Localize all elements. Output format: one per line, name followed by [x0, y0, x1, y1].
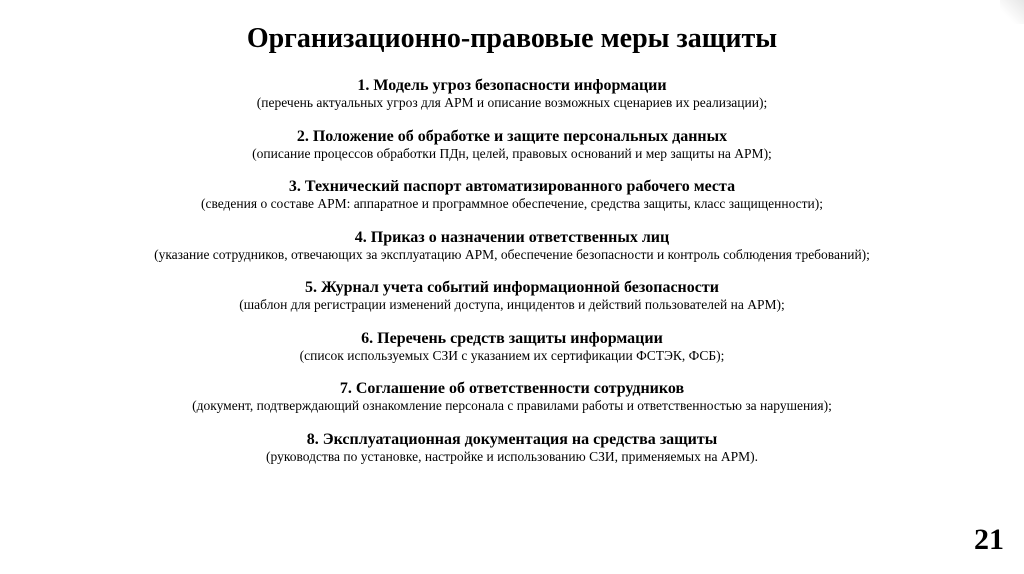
list-item [20, 76, 1004, 127]
item-heading: 1. Модель угроз безопасности информации [357, 77, 667, 94]
item-description: (описание процессов обработки ПДн, целей, правовых оснований и мер защиты на АРМ); [252, 145, 772, 161]
item-heading: 7. Соглашение об ответственности сотрудников [339, 380, 685, 397]
item-heading: 4. Приказ о назначении ответственных лиц [354, 228, 670, 246]
item-description: (перечень актуальных угроз для АРМ и описание возможных сценариев их реализации); [256, 95, 768, 110]
item-heading: 3. Технический паспорт автоматизированного рабочего места [288, 178, 736, 195]
list-item [20, 379, 1004, 430]
list-item [20, 329, 1004, 380]
item-description: (список используемых СЗИ с указанием их сертификации ФСТЭК, ФСБ); [299, 347, 725, 363]
page-number: 21 [974, 523, 1004, 556]
list-item [20, 430, 1004, 481]
list-item [20, 228, 1004, 279]
item-heading: 6. Перечень средств защиты информации [361, 329, 663, 347]
list-item [20, 127, 1004, 178]
item-heading: 5. Журнал учета событий информационной безопасности [305, 279, 719, 296]
list-item [20, 278, 1004, 329]
item-description: (руководства по установке, настройке и использованию СЗИ, применяемых на АРМ). [266, 448, 758, 464]
item-description: (указание сотрудников, отвечающих за эксплуатацию АРМ, обеспечение безопасности и контроль соблюдения требований); [154, 246, 870, 262]
corner-decoration [1000, 0, 1024, 24]
list-item [20, 177, 1004, 228]
item-description: (сведения о составе АРМ: аппаратное и программное обеспечение, средства защиты, класс защищенности); [200, 196, 824, 211]
item-list [20, 76, 1004, 480]
item-description: (шаблон для регистрации изменений доступа, инцидентов и действий пользователей на АРМ); [239, 297, 785, 312]
slide-title: Организационно-правовые меры защиты [246, 23, 778, 54]
item-heading: 8. Эксплуатационная документация на средства защиты [306, 430, 718, 448]
item-heading: 2. Положение об обработке и защите персональных данных [296, 127, 728, 145]
item-description: (документ, подтверждающий ознакомление персонала с правилами работы и ответственностью за нарушения); [192, 398, 832, 413]
